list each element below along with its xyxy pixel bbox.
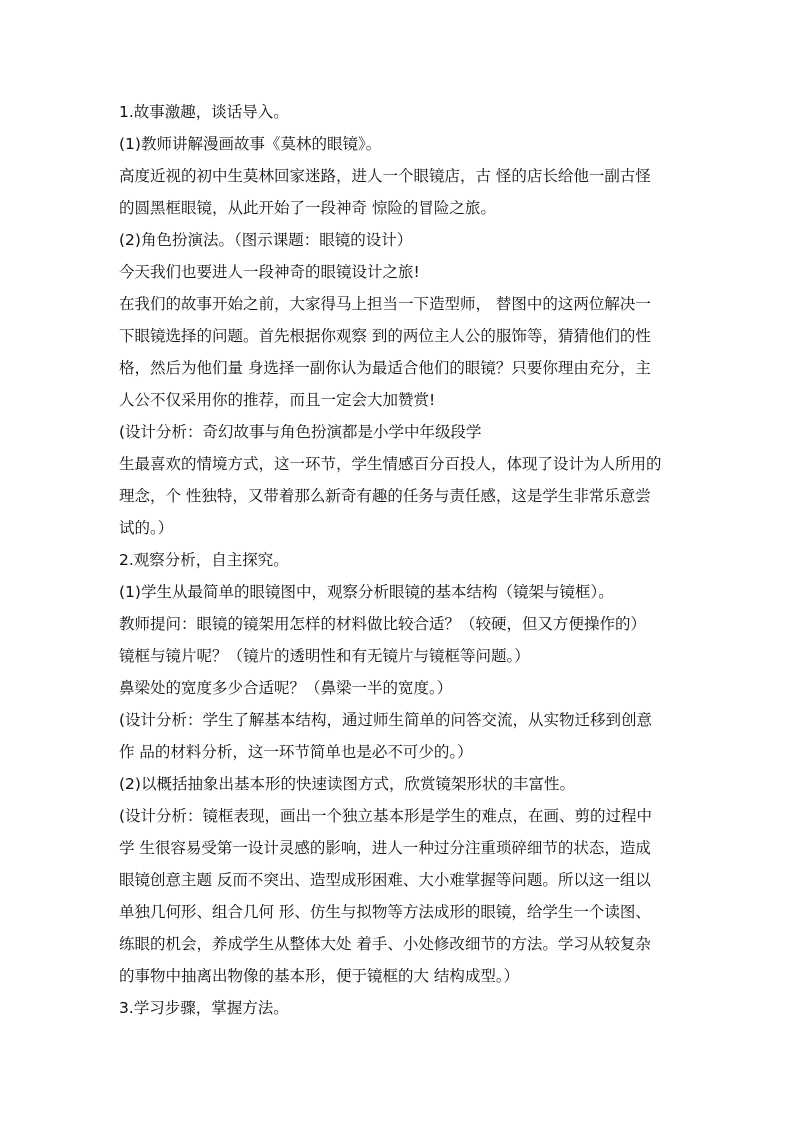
paragraph-line: 教师提问：眼镜的镜架用怎样的材料做比较合适？（较硬，但又方便操作的） [119,615,647,633]
paragraph-line: 的圆黑框眼镜，从此开始了一段神奇 惊险的冒险之旅。 [119,199,496,217]
paragraph-line: 学 生很容易受第一设计灵感的影响，进人一种过分注重琐碎细节的状态，造成 [119,839,651,857]
paragraph-line: 高度近视的初中生莫林回家迷路，进人一个眼镜店，古 怪的店长给他一副古怪 [119,167,651,185]
paragraph-line: (2)以概括抽象出基本形的快速读图方式，欣赏镜架形状的丰富性。 [119,775,575,793]
paragraph-line: 下眼镜选择的问题。首先根据你观察 到的两位主人公的服饰等，猜猜他们的性 [119,327,651,345]
paragraph-line: 眼镜创意主题 反而不突出、造型成形困难、大小难掌握等问题。所以这一组以 [119,871,651,889]
heading-1: 1.故事激趣，谈话导入。 [119,103,289,121]
paragraph-line: (设计分析：镜框表现，画出一个独立基本形是学生的难点，在画、剪的过程中 [119,807,653,825]
paragraph-line: (1)教师讲解漫画故事《莫林的眼镜》。 [119,135,382,153]
paragraph-line: 人公不仅采用你的推荐，而且一定会大加赞赏! [119,391,436,409]
heading-3: 3.学习步骤，掌握方法。 [119,999,289,1017]
paragraph-line: 生最喜欢的情境方式，这一环节，学生情感百分百投人，体现了设计为人所用的 [119,455,662,473]
paragraph-line: (2)角色扮演法。（图示课题：眼镜的设计） [119,231,413,249]
paragraph-line: 练眼的机会，养成学生从整体大处 着手、小处修改细节的方法。学习从较复杂 [119,935,651,953]
paragraph-line: 试的。） [119,519,174,537]
heading-2: 2.观察分析，自主探究。 [119,551,289,569]
paragraph-line: (设计分析：奇幻故事与角色扮演都是小学中年级段学 [119,423,482,441]
paragraph-line: 格，然后为他们量 身选择一副你认为最适合他们的眼镜？只要你理由充分，主 [119,359,651,377]
paragraph-line: 的事物中抽离出物像的基本形，便于镜框的大 结构成型。） [119,967,520,985]
paragraph-line: 在我们的故事开始之前，大家得马上担当一下造型师， 替图中的这两位解决一 [119,295,651,313]
paragraph-line: (1)学生从最简单的眼镜图中，观察分析眼镜的基本结构（镜架与镜框）。 [119,583,614,601]
document-body [119,96,679,1024]
paragraph-line: 理念，个 性独特，又带着那么新奇有趣的任务与责任感，这是学生非常乐意尝 [119,487,651,505]
paragraph-line: 作 品的材料分析，这一环节简单也是必不可少的。） [119,743,473,761]
paragraph-line: 单独几何形、组合几何 形、仿生与拟物等方法成形的眼镜，给学生一个读图、 [119,903,651,921]
paragraph-line: 鼻梁处的宽度多少合适呢？（鼻梁一半的宽度。） [119,679,453,697]
paragraph-line: (设计分析：学生了解基本结构，通过师生简单的问答交流，从实物迁移到创意 [119,711,653,729]
paragraph-line: 镜框与镜片呢？（镜片的透明性和有无镜片与镜框等问题。） [119,647,530,665]
paragraph-line: 今天我们也要进人一段神奇的眼镜设计之旅! [119,263,420,281]
